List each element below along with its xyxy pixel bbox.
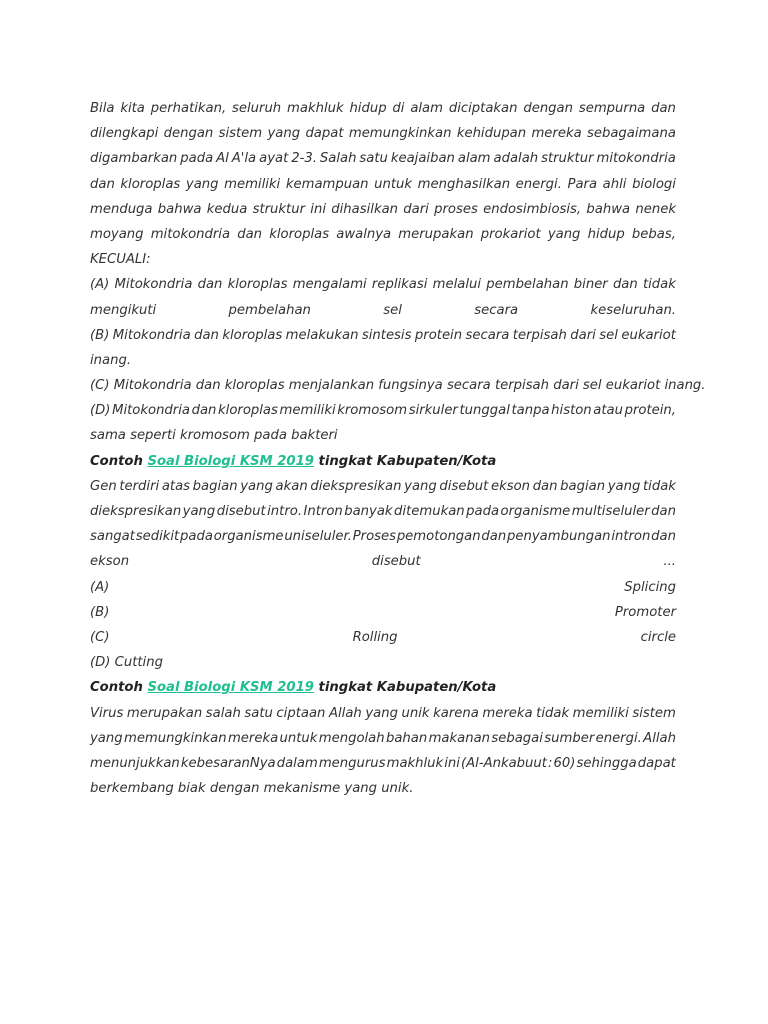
word: kebesaranNya	[180, 755, 276, 771]
soal-biologi-link[interactable]: Soal Biologi KSM 2019	[147, 680, 314, 696]
paragraph-virus	[90, 701, 676, 802]
word: ini	[444, 755, 460, 771]
word: di	[392, 101, 405, 116]
word: eukariot	[621, 327, 676, 343]
word: proses	[434, 201, 478, 217]
text-line	[90, 726, 676, 751]
word: dapat	[305, 126, 344, 142]
word: mengikuti	[90, 302, 157, 318]
word: bagian	[560, 478, 606, 494]
text-line	[90, 499, 676, 524]
word: sistem	[632, 705, 676, 721]
question-1-options	[90, 272, 706, 448]
word: (D)	[90, 403, 111, 419]
word: yang	[404, 478, 437, 494]
word: disebut	[439, 478, 489, 494]
word: protein,	[624, 403, 676, 419]
option-b-line	[90, 323, 676, 348]
word: Promoter	[614, 604, 676, 620]
word: protein	[414, 327, 463, 343]
word: dari	[403, 201, 429, 217]
word: Mitokondria	[114, 277, 193, 293]
word: yang	[240, 478, 273, 494]
word: ekson	[90, 554, 130, 570]
heading-prefix: Contoh	[90, 453, 148, 469]
word: kita	[120, 101, 145, 116]
word: A'la	[231, 151, 257, 167]
word: disebut	[371, 554, 421, 570]
word: Bila	[90, 101, 115, 116]
word: replikasi	[371, 277, 428, 293]
word: melakukan	[285, 327, 359, 343]
paragraph-intro	[90, 96, 676, 272]
word: struktur	[252, 201, 306, 217]
word: mereka	[482, 705, 533, 721]
word: kloroplas	[269, 226, 330, 242]
word: disebut	[216, 504, 266, 519]
word: Para	[567, 176, 598, 192]
word: 2-3.	[291, 151, 317, 167]
word: yang	[185, 176, 219, 192]
word: karena	[433, 705, 479, 721]
word: secara	[465, 327, 510, 343]
section-heading-2	[90, 675, 676, 700]
word: yang	[90, 730, 123, 746]
word: makhluk	[386, 755, 444, 771]
word: dan	[481, 529, 507, 545]
word: memiliki	[279, 403, 336, 419]
word: kehidupan	[456, 126, 527, 142]
word: yang	[182, 504, 216, 519]
word: menunjukkan	[90, 755, 180, 771]
word: digambarkan	[90, 151, 178, 167]
word: prokariot	[480, 226, 541, 242]
word: penyambungan	[507, 529, 611, 545]
word: kloroplas	[222, 327, 283, 343]
word: alam	[457, 151, 491, 167]
word: memiliki	[224, 176, 281, 192]
text-line	[90, 549, 676, 574]
text-line	[90, 701, 676, 726]
word: dapat	[637, 755, 676, 771]
word: untuk	[374, 176, 413, 192]
word: awalnya	[336, 226, 392, 242]
word: Mitokondria	[112, 327, 191, 343]
word: terpisah	[512, 327, 567, 343]
word: atau	[593, 403, 623, 419]
word: energi.	[515, 176, 562, 192]
word: sistem	[218, 126, 263, 142]
word: (A)	[90, 277, 110, 293]
word: yang	[607, 478, 641, 494]
word: perhatikan,	[150, 101, 227, 116]
word: dan	[197, 277, 223, 293]
option-c: (C) Mitokondria dan kloroplas menjalankan fungsinya secara terpisah dari sel eukariot inang.	[90, 378, 706, 394]
word: ini	[310, 201, 326, 217]
word: tunggal	[459, 403, 510, 419]
word: makanan	[428, 730, 491, 746]
word: dihasilkan	[331, 201, 399, 217]
text-line	[90, 524, 676, 549]
word: adalah	[493, 151, 539, 167]
word: dilengkapi	[90, 126, 159, 142]
word: Mitokondria	[112, 403, 190, 419]
word: (B)	[90, 604, 110, 620]
word: sumber	[544, 730, 595, 746]
word: dan	[651, 101, 676, 116]
option-b-line: inang.	[90, 352, 132, 368]
word: dalam	[276, 755, 318, 771]
word: bahwa	[586, 201, 631, 217]
word: alam	[410, 101, 443, 116]
word: (A)	[90, 579, 110, 595]
soal-biologi-link[interactable]: Soal Biologi KSM 2019	[147, 453, 314, 469]
word: tidak	[536, 705, 570, 721]
word: Virus	[90, 705, 124, 721]
word: terdiri	[119, 478, 160, 494]
text-line	[90, 146, 676, 171]
word: Allah	[643, 730, 676, 746]
option-d-line: sama seperti kromosom pada bakteri	[90, 428, 338, 444]
word: menduga	[90, 201, 153, 217]
word: Intron	[303, 504, 343, 519]
word: biner	[573, 277, 608, 293]
option-a	[90, 575, 676, 600]
word: dan	[651, 504, 676, 519]
word: ayat	[259, 151, 289, 167]
heading-prefix: Contoh	[90, 680, 148, 696]
word: (B)	[90, 327, 110, 343]
word: mereka	[227, 730, 279, 746]
word: sangat	[90, 529, 135, 545]
word: mereka	[531, 126, 582, 142]
word: tanpa	[511, 403, 550, 419]
word: hidup	[587, 226, 625, 242]
word: memiliki	[572, 705, 629, 721]
word: salah	[205, 705, 241, 721]
word: diciptakan	[448, 101, 518, 116]
word: pada	[466, 504, 500, 519]
word: memungkinkan	[123, 730, 227, 746]
word: Splicing	[624, 579, 676, 595]
option-a-line	[90, 298, 676, 323]
text-line	[90, 96, 676, 121]
word: dan	[194, 327, 219, 343]
word: intron	[611, 529, 651, 545]
word: satu	[244, 705, 273, 721]
word: energi.	[595, 730, 642, 746]
word: histon	[551, 403, 592, 419]
word: Rolling	[352, 629, 398, 645]
word: kloroplas	[227, 277, 288, 293]
text-line: berkembang biak dengan mekanisme yang unik.	[90, 781, 414, 797]
word: untuk	[279, 730, 318, 746]
word: intro.	[267, 504, 303, 519]
word: diekspresikan	[310, 478, 402, 494]
word: kloroplas	[218, 403, 278, 419]
word: akan	[275, 478, 308, 494]
paragraph-gene	[90, 474, 676, 575]
word: tidak	[642, 478, 676, 494]
word: tidak	[642, 277, 676, 293]
question-2-options	[90, 575, 676, 676]
word: nenek	[635, 201, 676, 217]
word: merupakan	[398, 226, 474, 242]
word: melalui	[432, 277, 482, 293]
word: unik	[401, 705, 430, 721]
option-b	[90, 600, 676, 625]
word: mitokondria	[596, 151, 676, 167]
word: memungkinkan	[348, 126, 452, 142]
word: mengalami	[292, 277, 367, 293]
word: :	[548, 755, 553, 771]
word: 60)	[553, 755, 576, 771]
word: satu	[359, 151, 388, 167]
word: pemotongan	[396, 529, 481, 545]
word: dari	[570, 327, 596, 343]
word: (C)	[90, 629, 110, 645]
word: sehingga	[576, 755, 637, 771]
text-line	[90, 172, 676, 197]
word: ekson	[490, 478, 531, 494]
word: mitokondria	[150, 226, 231, 242]
word: sebagaimana	[587, 126, 676, 142]
word: Gen	[90, 478, 117, 494]
word: sebagai	[491, 730, 543, 746]
word: merupakan	[126, 705, 203, 721]
word: struktur	[541, 151, 594, 167]
heading-suffix: tingkat Kabupaten/Kota	[313, 680, 497, 696]
word: ...	[663, 554, 676, 570]
word: yang	[365, 705, 398, 721]
word: pada	[180, 529, 213, 545]
word: yang	[267, 126, 301, 142]
word: keseluruhan.	[590, 302, 676, 318]
word: seluruh	[232, 101, 282, 116]
option-d-line	[90, 398, 676, 423]
word: bebas,	[631, 226, 676, 242]
text-line	[90, 222, 676, 247]
word: sempurna	[578, 101, 646, 116]
word: endosimbiosis,	[483, 201, 582, 217]
word: pembelahan	[486, 277, 569, 293]
word: ciptaan	[276, 705, 326, 721]
word: ahli	[602, 176, 627, 192]
word: kedua	[206, 201, 248, 217]
word: kloroplas	[120, 176, 181, 192]
word: sintesis	[361, 327, 412, 343]
word: organisme	[213, 529, 284, 545]
word: dengan	[163, 126, 214, 142]
text-line	[90, 474, 676, 499]
section-heading-1	[90, 449, 676, 474]
word: atas	[161, 478, 191, 494]
word: organisme	[500, 504, 571, 519]
text-line: KECUALI:	[90, 252, 151, 268]
word: ditemukan	[394, 504, 465, 519]
word: pembelahan	[228, 302, 311, 318]
word: kemampuan	[285, 176, 369, 192]
word: Proses	[352, 529, 397, 545]
word: banyak	[344, 504, 393, 519]
word: dan	[532, 478, 558, 494]
word: bahwa	[157, 201, 202, 217]
word: kromosom	[337, 403, 408, 419]
word: keajaiban	[390, 151, 455, 167]
word: sel	[383, 302, 402, 318]
word: menghasilkan	[417, 176, 511, 192]
option-a-line	[90, 272, 676, 297]
word: sel	[599, 327, 618, 343]
word: makhluk	[287, 101, 344, 116]
word: yang	[547, 226, 581, 242]
word: pada	[180, 151, 214, 167]
word: dan	[651, 529, 676, 545]
word: (Al-Ankabuut	[461, 755, 547, 771]
word: dan	[237, 226, 263, 242]
word: moyang	[90, 226, 144, 242]
heading-suffix: tingkat Kabupaten/Kota	[313, 453, 497, 469]
word: secara	[474, 302, 519, 318]
text-line	[90, 751, 676, 776]
word: mengolah	[318, 730, 385, 746]
text-line	[90, 197, 676, 222]
word: Salah	[319, 151, 357, 167]
word: hidup	[349, 101, 387, 116]
option-c	[90, 625, 676, 650]
word: biologi	[632, 176, 676, 192]
word: Al	[216, 151, 229, 167]
word: dan	[612, 277, 638, 293]
word: sirkuler	[408, 403, 458, 419]
word: dengan	[523, 101, 573, 116]
word: dan	[90, 176, 115, 192]
word: circle	[640, 629, 676, 645]
text-line	[90, 121, 676, 146]
option-d: (D) Cutting	[90, 655, 163, 671]
word: bahan	[385, 730, 428, 746]
word: Allah	[328, 705, 362, 721]
word: sedikit	[135, 529, 180, 545]
word: uniseluler.	[284, 529, 352, 545]
word: mengurus	[318, 755, 386, 771]
document-body	[90, 96, 706, 801]
word: multiseluler	[571, 504, 650, 519]
word: dan	[191, 403, 217, 419]
word: bagian	[192, 478, 238, 494]
word: diekspresikan	[90, 504, 182, 519]
